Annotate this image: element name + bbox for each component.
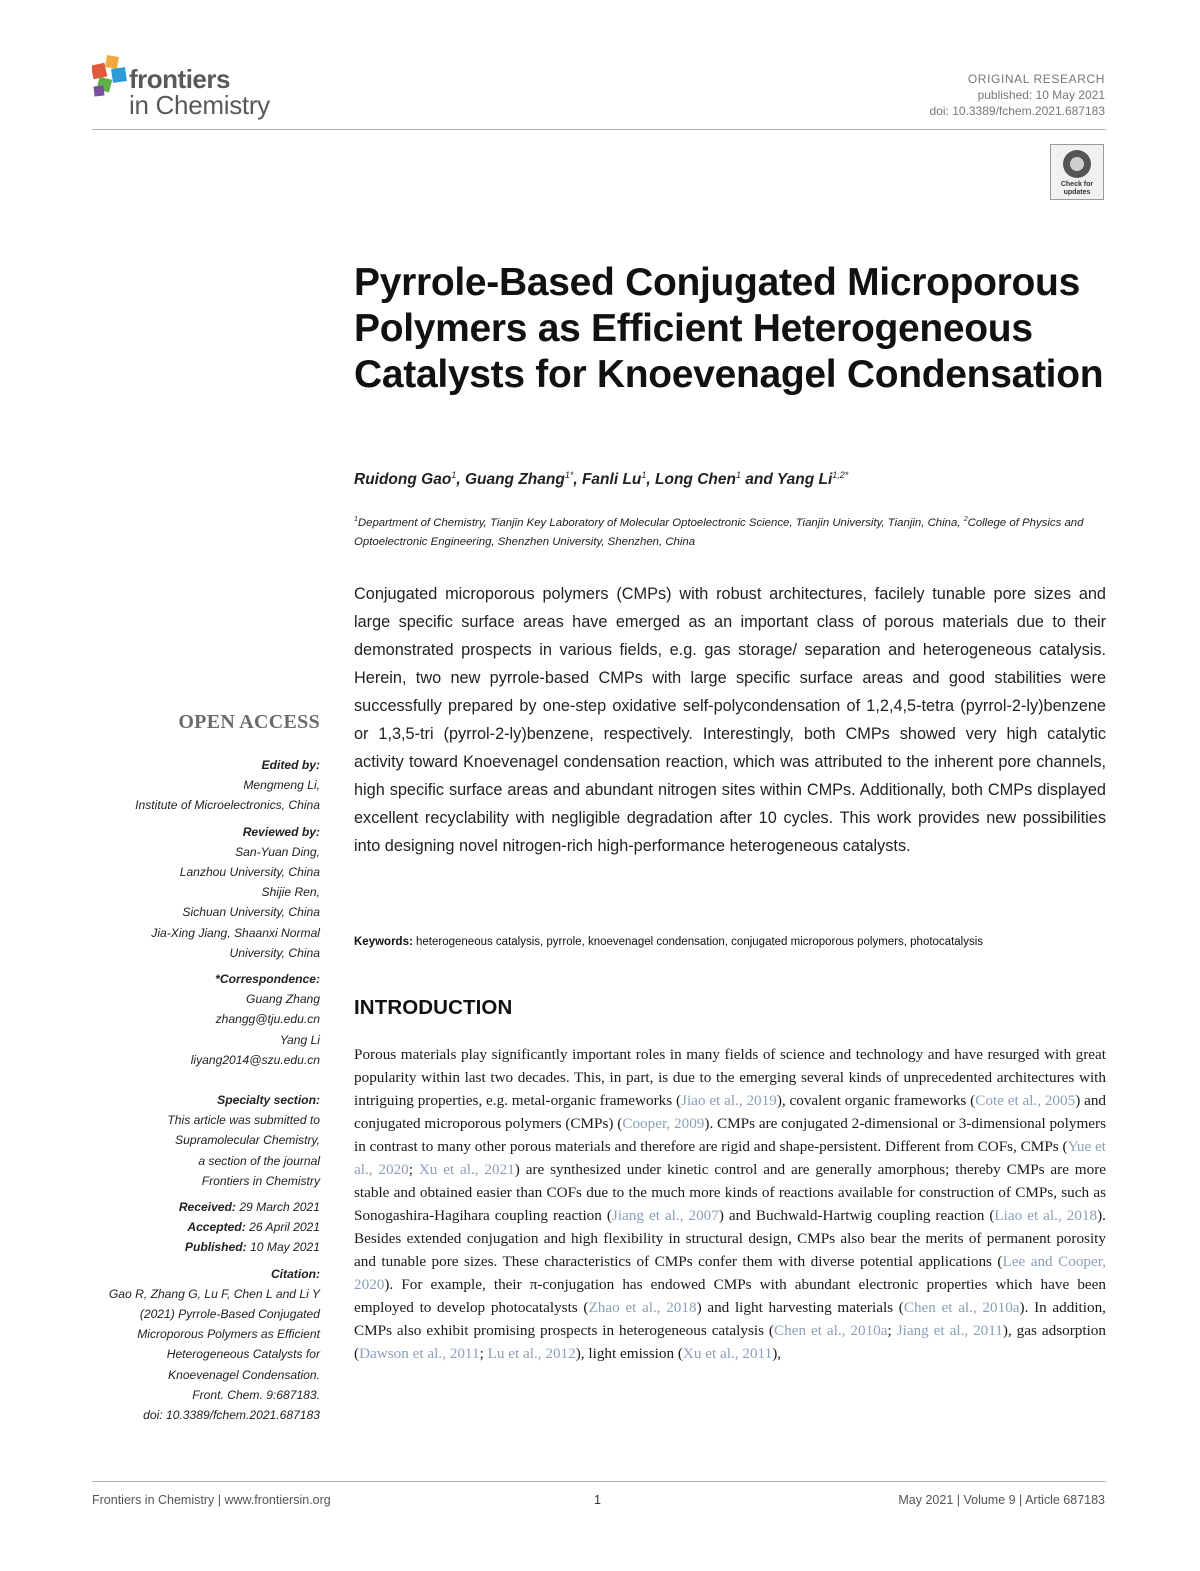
reference-link[interactable]: Lu et al., 2012 bbox=[487, 1345, 576, 1362]
reference-link[interactable]: Chen et al., 2010a bbox=[903, 1299, 1020, 1316]
author-name[interactable]: Fanli Lu bbox=[581, 471, 642, 489]
intro-text: ), light emission ( bbox=[575, 1345, 683, 1362]
author-separator: , bbox=[573, 471, 582, 489]
author-list bbox=[354, 470, 1114, 489]
edited-by-label: Edited by: bbox=[261, 758, 320, 772]
correspondent-name: Yang Li bbox=[279, 1032, 320, 1047]
reviewer-line: San-Yuan Ding, bbox=[235, 844, 320, 859]
reference-link[interactable]: Xu et al., 2011 bbox=[682, 1345, 773, 1362]
published-date-sidebar bbox=[80, 1237, 320, 1257]
received-date bbox=[80, 1197, 320, 1217]
intro-text: ; bbox=[408, 1161, 419, 1178]
correspondence-label: *Correspondence: bbox=[215, 972, 320, 987]
footer-journal-link[interactable]: Frontiers in Chemistry | www.frontiersin.org bbox=[92, 1493, 331, 1507]
reviewer-line: Sichuan University, China bbox=[182, 905, 320, 920]
abstract: Conjugated microporous polymers (CMPs) with robust architectures, facilely tunable pore sizes and large specific surface areas have emerged as an important class of porous materials due to their demonstrated prospects in various fields, e.g. gas storage/ separation and heterogeneous catalysis. Herein, two new pyrrole-based CMPs with large specific surface areas and good stabilities were successfully prepared by one-step oxidative self-polycondensation of 1,2,4,5-tetra (pyrrol-2-ly)benzene or 1,3,5-tri (pyrrol-2-ly)benzene, respectively. Interestingly, both CMPs showed very high catalytic activity toward Knoevenagel condensation reaction, which was attributed to the inherent pore channels, high specific surface areas and abundant nitrogen sites within CMPs. Additionally, both CMPs displayed excellent recyclability with negligible degradation after 10 cycles. This work provides new possibilities into designing novel nitrogen-rich high-performance heterogeneous catalysts. bbox=[354, 585, 1106, 855]
intro-text: ) and light harvesting materials ( bbox=[696, 1299, 904, 1316]
reference-link[interactable]: Lee and Cooper, 2020 bbox=[354, 1253, 1106, 1293]
received-label: Received: bbox=[178, 1200, 236, 1215]
citation-line: Heterogeneous Catalysts for bbox=[166, 1347, 320, 1362]
keywords bbox=[354, 932, 1106, 952]
edited-by-block bbox=[80, 755, 320, 816]
affiliation-2: College of Physics and Optoelectronic Engineering, Shenzhen University, Shenzhen, China bbox=[354, 516, 1084, 548]
author-separator: and bbox=[740, 471, 777, 489]
correspondent-email[interactable]: zhangg@tju.edu.cn bbox=[215, 1012, 320, 1027]
correspondence-block bbox=[80, 969, 320, 1070]
author-name[interactable]: Yang Li bbox=[776, 471, 833, 489]
reference-link[interactable]: Jiang et al., 2011 bbox=[896, 1322, 1003, 1339]
specialty-line: a section of the journal bbox=[198, 1153, 320, 1168]
author-affiliation-marker: 1 bbox=[735, 470, 741, 480]
reference-link[interactable]: Jiao et al., 2019 bbox=[681, 1092, 777, 1109]
reference-link[interactable]: Yue et al., 2020 bbox=[354, 1138, 1106, 1178]
article-type: ORIGINAL RESEARCH bbox=[967, 72, 1105, 86]
reviewer-line: Jia-Xing Jiang, Shaanxi Normal bbox=[151, 925, 320, 940]
reference-link[interactable]: Dawson et al., 2011 bbox=[359, 1345, 480, 1362]
correspondent-name: Guang Zhang bbox=[246, 992, 320, 1007]
correspondent-email[interactable]: liyang2014@szu.edu.cn bbox=[190, 1052, 320, 1067]
keywords-label: Keywords: bbox=[354, 936, 413, 948]
footer-divider bbox=[92, 1481, 1106, 1482]
intro-text: ), bbox=[772, 1345, 782, 1362]
logo-block-yellow bbox=[105, 55, 119, 69]
editor-line: Mengmeng Li, bbox=[243, 778, 320, 793]
logo-block-blue bbox=[111, 67, 127, 83]
editor-line: Institute of Microelectronics, China bbox=[135, 798, 320, 813]
footer-issue-info: May 2021 | Volume 9 | Article 687183 bbox=[898, 1493, 1105, 1507]
published-label: Published: bbox=[184, 1240, 247, 1255]
reference-link[interactable]: Xu et al., 2021 bbox=[418, 1161, 515, 1178]
article-info-sidebar bbox=[80, 755, 320, 1431]
reference-link[interactable]: Cooper, 2009 bbox=[622, 1115, 705, 1132]
reference-link[interactable]: Liao et al., 2018 bbox=[994, 1207, 1098, 1224]
citation-line: Knoevenagel Condensation. bbox=[168, 1367, 320, 1382]
citation-line: (2021) Pyrrole-Based Conjugated bbox=[139, 1307, 320, 1322]
citation-line: Front. Chem. 9:687183. bbox=[192, 1387, 320, 1402]
article-doi[interactable]: doi: 10.3389/fchem.2021.687183 bbox=[929, 104, 1105, 118]
intro-text: ). For example, their π-conjugation has endowed CMPs with abundant electronic properties which have been employed to develop photocatalysts ( bbox=[354, 1276, 1106, 1316]
reviewed-by-label: Reviewed by: bbox=[242, 824, 320, 839]
author-separator: , bbox=[646, 471, 656, 489]
published-date: published: 10 May 2021 bbox=[977, 88, 1105, 102]
header-divider bbox=[92, 129, 1106, 130]
reference-link[interactable]: Cote et al., 2005 bbox=[975, 1092, 1076, 1109]
journal-brand-frontiers: frontiers bbox=[129, 64, 230, 94]
received-value: 29 March 2021 bbox=[235, 1200, 320, 1215]
affiliation-1-marker: 1 bbox=[354, 516, 358, 523]
intro-text: ). CMPs are conjugated 2-dimensional or 3-dimensional polymers in contrast to many other porous materials and therefore are rigid and shape-persistent. Different from COFs, CMPs ( bbox=[354, 1115, 1106, 1155]
reference-link[interactable]: Zhao et al., 2018 bbox=[588, 1299, 697, 1316]
reviewer-line: Lanzhou University, China bbox=[179, 865, 320, 880]
reference-link[interactable]: Jiang et al., 2007 bbox=[611, 1207, 719, 1224]
author-separator: , bbox=[456, 471, 465, 489]
accepted-value: 26 April 2021 bbox=[245, 1220, 320, 1235]
introduction-body bbox=[354, 1043, 1106, 1365]
published-value: 10 May 2021 bbox=[246, 1240, 320, 1255]
accepted-label: Accepted: bbox=[187, 1220, 246, 1235]
check-updates-icon bbox=[1063, 150, 1091, 178]
intro-text: ), gas adsorption ( bbox=[354, 1322, 1106, 1362]
affiliations bbox=[354, 510, 1106, 552]
article-meta bbox=[930, 71, 1105, 119]
intro-text: Porous materials play significantly important roles in many fields of science and technology and have resurged with great popularity within last two decades. This, in part, is due to the emerging several kinds of unprecedented architectures with intriguing properties, e.g. metal-organic frameworks ( bbox=[354, 1046, 1106, 1109]
author-name[interactable]: Ruidong Gao bbox=[354, 471, 452, 489]
intro-text: ; bbox=[479, 1345, 488, 1362]
citation-block bbox=[80, 1264, 320, 1426]
author-affiliation-marker: 1,2* bbox=[832, 470, 849, 480]
specialty-line: Frontiers in Chemistry bbox=[201, 1173, 320, 1188]
journal-brand-name: in Chemistry bbox=[129, 90, 270, 120]
introduction-heading: INTRODUCTION bbox=[354, 996, 513, 1019]
affiliation-1: Department of Chemistry, Tianjin Key Laboratory of Molecular Optoelectronic Science, Tianjin University, Tianjin, China, bbox=[357, 516, 964, 529]
citation-line: Microporous Polymers as Efficient bbox=[137, 1327, 320, 1342]
dates-block bbox=[80, 1197, 320, 1258]
author-name[interactable]: Long Chen bbox=[655, 471, 736, 489]
keywords-text: heterogeneous catalysis, pyrrole, knoevenagel condensation, conjugated microporous polymers, photocatalysis bbox=[416, 936, 984, 948]
check-for-updates-badge[interactable] bbox=[1050, 144, 1104, 200]
intro-text: ) and conjugated microporous polymers (CMPs) ( bbox=[354, 1092, 1107, 1132]
reference-link[interactable]: Chen et al., 2010a bbox=[774, 1322, 888, 1339]
reviewer-line: Shijie Ren, bbox=[261, 885, 320, 900]
intro-text: ). In addition, CMPs also exhibit promising prospects in heterogeneous catalysis ( bbox=[354, 1299, 1106, 1339]
citation-doi[interactable]: doi: 10.3389/fchem.2021.687183 bbox=[143, 1408, 320, 1423]
frontiers-logo-icon bbox=[92, 52, 132, 98]
author-affiliation-marker: 1* bbox=[564, 470, 574, 480]
intro-text: ; bbox=[887, 1322, 897, 1339]
specialty-label: Specialty section: bbox=[217, 1093, 320, 1108]
citation-label: Citation: bbox=[270, 1266, 320, 1281]
reviewer-line: University, China bbox=[229, 945, 320, 960]
open-access-label: OPEN ACCESS bbox=[178, 711, 320, 733]
reviewed-by-block bbox=[80, 822, 320, 963]
author-affiliation-marker: 1 bbox=[451, 470, 457, 480]
affiliation-2-marker: 2 bbox=[963, 516, 968, 523]
intro-text: ) are synthesized under kinetic control and are generally amorphous; thereby CMPs are more stable and obtained easier than COFs due to the much more kinds of reactions available for construction of CMPs, such as Sonogashira-Hagihara coupling reaction ( bbox=[354, 1161, 1106, 1224]
author-affiliation-marker: 1 bbox=[641, 470, 647, 480]
author-name[interactable]: Guang Zhang bbox=[464, 471, 565, 489]
specialty-line: Supramolecular Chemistry, bbox=[175, 1133, 320, 1148]
citation-line: Gao R, Zhang G, Lu F, Chen L and Li Y bbox=[108, 1286, 320, 1301]
intro-text: ). Besides extended conjugation and high flexibility in structural design, CMPs also bear the merits of permanent porosity and tunable pore sizes. These characteristics of CMPs confer them with diverse potential applications ( bbox=[354, 1207, 1106, 1270]
intro-text: ), covalent organic frameworks ( bbox=[776, 1092, 976, 1109]
article-title: Pyrrole-Based Conjugated Microporous Polymers as Efficient Heterogeneous Catalysts for Knoevenagel Condensation bbox=[354, 261, 1104, 396]
specialty-block bbox=[80, 1090, 320, 1191]
page-number: 1 bbox=[594, 1493, 601, 1507]
specialty-line: This article was submitted to bbox=[167, 1113, 320, 1128]
logo-block-purple bbox=[94, 86, 105, 97]
check-updates-label: Check for updates bbox=[1060, 181, 1094, 196]
intro-text: ) and Buchwald-Hartwig coupling reaction ( bbox=[718, 1207, 995, 1224]
accepted-date bbox=[80, 1217, 320, 1237]
